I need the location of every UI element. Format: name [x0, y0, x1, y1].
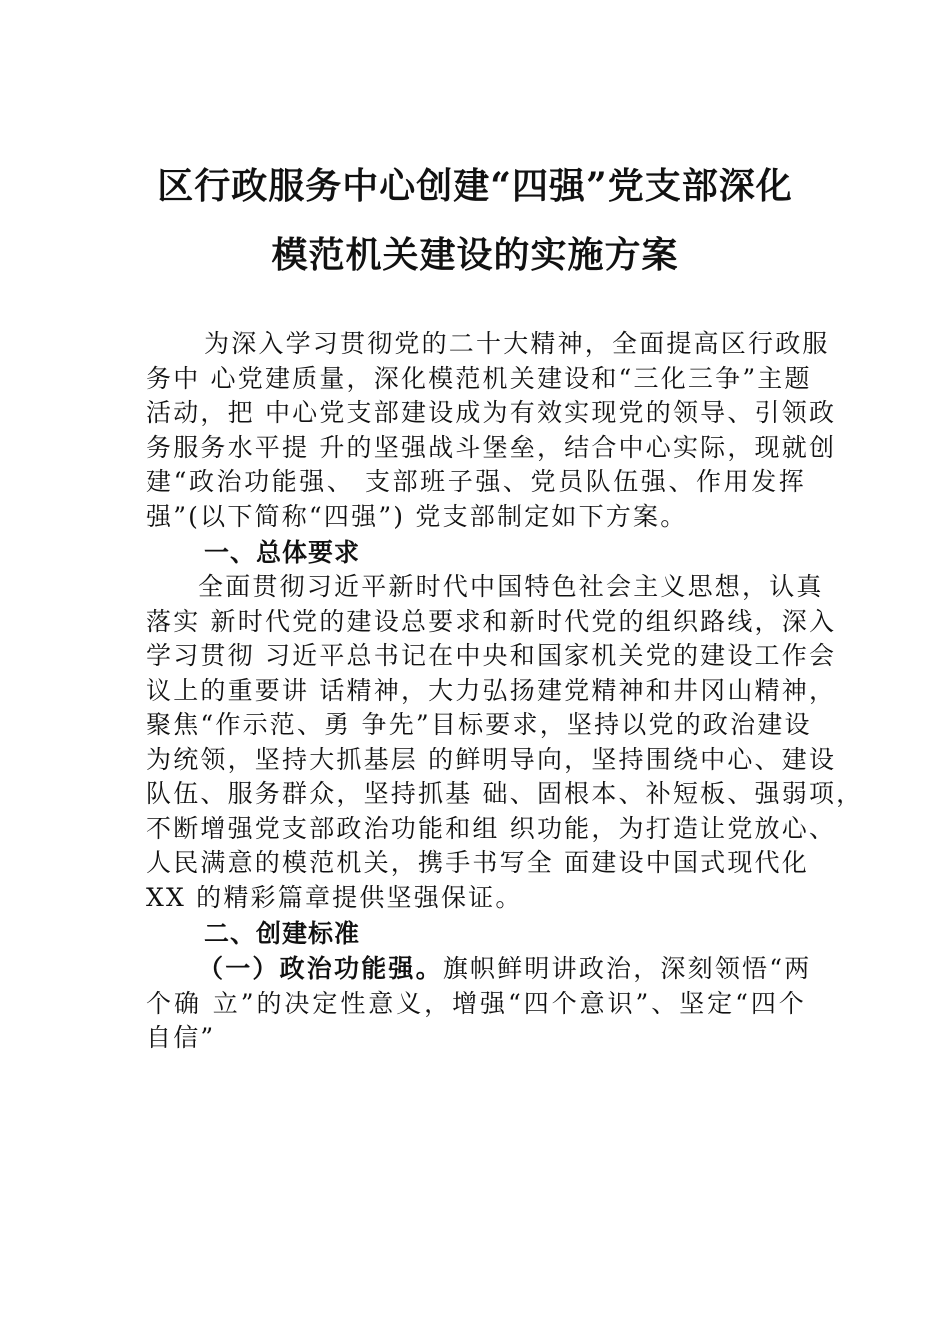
paragraph-line: 活动，把 中心党支部建设成为有效实现党的领导、引领政 [146, 398, 837, 427]
political-function-paragraph [146, 952, 812, 1056]
paragraph-line: 全面贯彻习近平新时代中国特色社会主义思想，认真 [198, 572, 824, 601]
paragraph-line: 议上的重要讲 话精神，大力弘扬建党精神和井冈山精神， [146, 675, 837, 705]
paragraph-line: 队伍、服务群众，坚持抓基 础、固根本、补短板、强弱项， [146, 779, 864, 808]
paragraph-line: 为深入学习贯彻党的二十大精神，全面提高区行政服 [204, 329, 830, 358]
paragraph-line [146, 952, 812, 987]
paragraph-line: 建“政治功能强、 支部班子强、党员队伍强、作用发挥 [146, 467, 806, 496]
paragraph-line: 学习贯彻 习近平总书记在中央和国家机关党的建设工作会 [146, 641, 837, 670]
paragraph-line: 自信” [146, 1023, 216, 1052]
paragraph-line: 务服务水平提 升的坚强战斗堡垒，结合中心实际，现就创 [146, 432, 837, 462]
intro-paragraph [146, 327, 837, 534]
paragraph-line: 落实 新时代党的建设总要求和新时代党的组织路线，深入 [146, 606, 837, 636]
paragraph-line: 强”(以下简称“四强”) 党支部制定如下方案。 [146, 501, 688, 531]
section-heading-creation-standards: 二、创建标准 [204, 919, 361, 948]
paragraph-line: 为统领，坚持大抓基层 的鲜明导向，坚持围绕中心、建设 [146, 744, 837, 774]
paragraph-line: 聚焦“作示范、勇 争先”目标要求，坚持以党的政治建设 [146, 710, 812, 739]
subsection-lead: （一）政治功能强。 [198, 954, 443, 983]
paragraph-line: 务中 心党建质量，深化模范机关建设和“三化三争”主题 [146, 363, 812, 393]
document-title-line-1: 区行政服务中心创建“四强”党支部深化 [157, 165, 793, 207]
paragraph-line: XX 的精彩篇章提供坚强保证。 [146, 882, 523, 912]
document-title-line-2: 模范机关建设的实施方案 [271, 234, 679, 276]
paragraph-line-rest: 旗帜鲜明讲政治，深刻领悟“两 [442, 954, 812, 983]
section-heading-general-requirements: 一、总体要求 [204, 538, 361, 567]
paragraph-line: 人民满意的模范机关，携手书写全 面建设中国式现代化 [146, 848, 809, 877]
paragraph-line: 不断增强党支部政治功能和组 织功能，为打造让党放心、 [146, 813, 837, 843]
paragraph-line: 个确 立”的决定性意义，增强“四个意识”、坚定“四个 [146, 988, 806, 1018]
general-requirements-paragraph [146, 570, 864, 915]
